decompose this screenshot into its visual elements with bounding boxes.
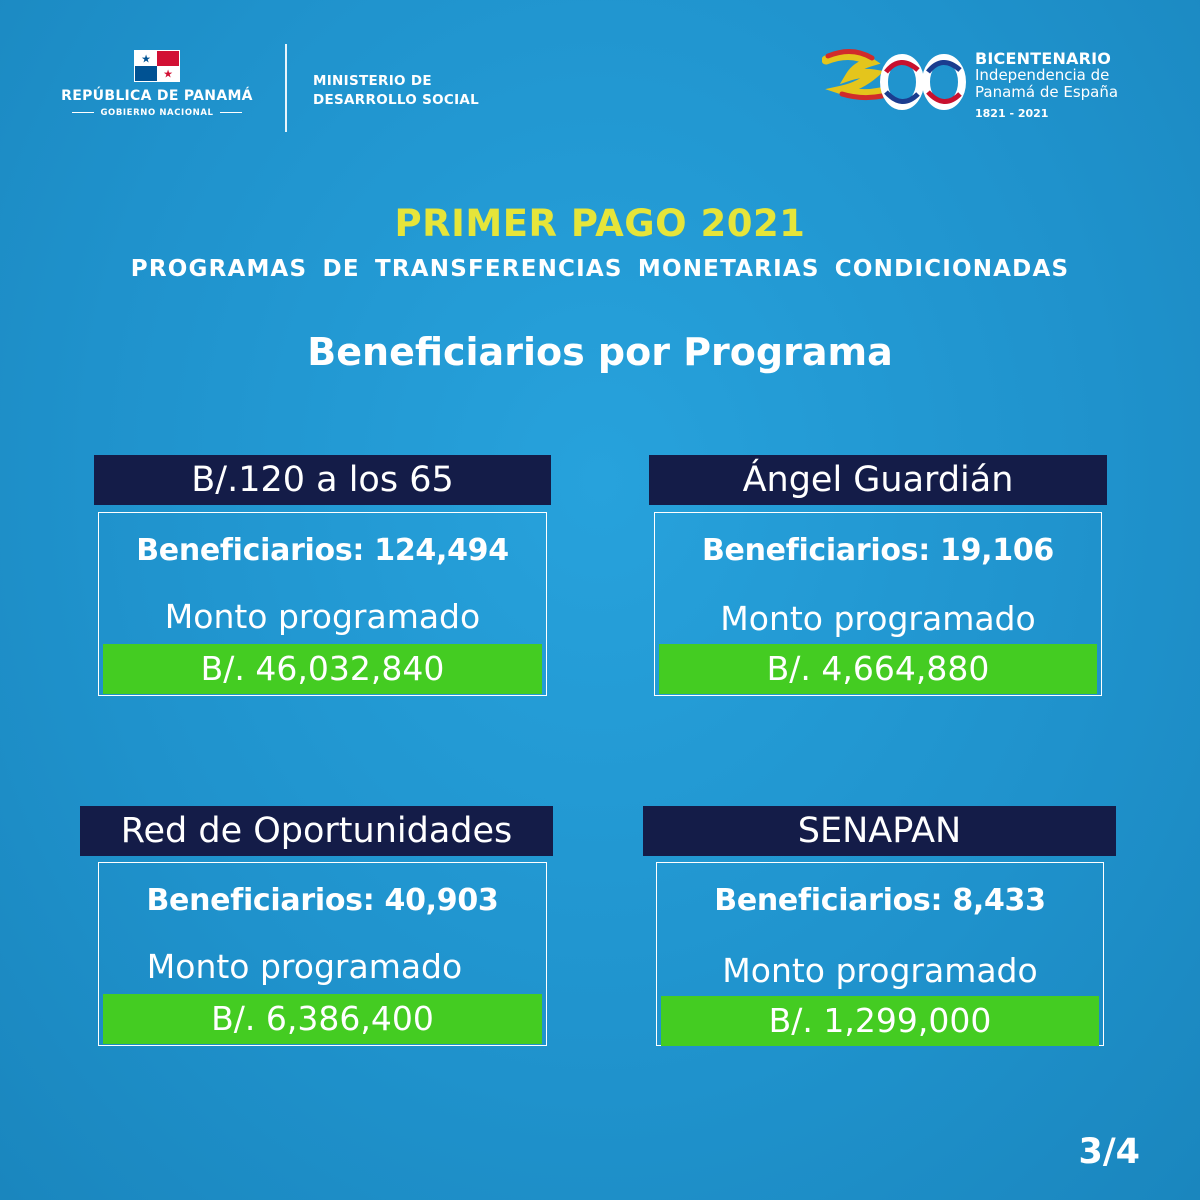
bicentenario-logo-icon [822, 46, 972, 116]
monto-label: Monto programado [720, 599, 1036, 638]
bicentenario-text [975, 50, 1118, 122]
program-box [656, 862, 1104, 1046]
beneficiaries-count: Beneficiarios: 40,903 [146, 883, 499, 918]
amount-value: B/. 46,032,840 [103, 644, 542, 694]
program-title: Red de Oportunidades [80, 806, 553, 856]
monto-label: Monto programado [722, 951, 1038, 990]
header [0, 0, 1200, 150]
amount-value: B/. 6,386,400 [103, 994, 542, 1044]
section-heading: Beneficiarios por Programa [307, 330, 893, 374]
monto-label: Monto programado [146, 947, 463, 986]
program-box [98, 862, 547, 1046]
ministry-name [313, 72, 479, 110]
amount-value: B/. 1,299,000 [661, 996, 1099, 1046]
bicentenario-years: 1821 - 2021 [975, 107, 1049, 120]
government-subtitle: GOBIERNO NACIONAL [52, 108, 262, 118]
panama-flag-icon: ★ ★ [134, 50, 180, 82]
program-box [654, 512, 1102, 696]
program-title: B/.120 a los 65 [94, 455, 551, 505]
program-title: Ángel Guardián [649, 455, 1107, 505]
ministry-line-1: MINISTERIO DE [313, 73, 432, 89]
amount-value: B/. 4,664,880 [659, 644, 1097, 694]
program-title: SENAPAN [643, 806, 1116, 856]
monto-label: Monto programado [164, 597, 481, 636]
bicentenario-line-3: Panamá de España [975, 83, 1119, 101]
bicentenario-title: BICENTENARIO [975, 49, 1112, 68]
sub-heading: PROGRAMAS DE TRANSFERENCIAS MONETARIAS CONDICIONADAS [130, 256, 1070, 282]
main-heading: PRIMER PAGO 2021 [394, 202, 806, 245]
page-indicator: 3/4 [1078, 1132, 1140, 1172]
bicentenario-line-2: Independencia de [975, 66, 1110, 84]
government-logo [52, 50, 262, 118]
beneficiaries-count: Beneficiarios: 19,106 [701, 533, 1055, 568]
program-box [98, 512, 547, 696]
header-divider [285, 44, 287, 132]
beneficiaries-count: Beneficiarios: 8,433 [714, 883, 1046, 918]
beneficiaries-count: Beneficiarios: 124,494 [136, 533, 509, 568]
ministry-line-2: DESARROLLO SOCIAL [313, 92, 480, 108]
government-title: REPÚBLICA DE PANAMÁ [61, 88, 253, 104]
